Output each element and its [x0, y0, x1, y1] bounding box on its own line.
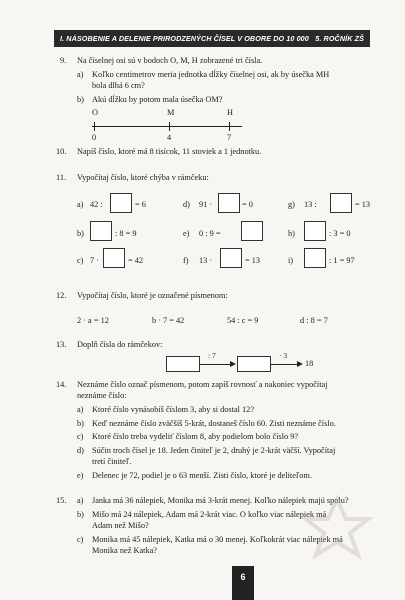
q14-b-label: b)	[77, 419, 84, 428]
q13-op1: : 7	[208, 351, 216, 360]
q14-d-line1: Súčin troch čísel je 18. Jeden činiteľ je 2, druhý je 2-krát väčší. Vypočítaj	[92, 446, 336, 455]
q14-e-label: e)	[77, 471, 84, 480]
q14-e-text: Delenec je 72, podiel je o 63 menší. Zisti číslo, ktoré je deliteľom.	[92, 471, 312, 480]
q11-c-right: = 42	[128, 256, 144, 265]
q15-number: 15.	[56, 496, 67, 505]
q14-c-label: c)	[77, 432, 84, 441]
q11-g-left: 13 :	[304, 200, 317, 209]
q14-a-text: Ktoré číslo vynásobíš číslom 3, aby si dostal 12?	[92, 405, 254, 414]
q11-c-answer-box[interactable]	[103, 248, 125, 268]
q14-number: 14.	[56, 380, 67, 389]
value-4: 4	[167, 133, 172, 142]
q15-b-line1: Mišo má 24 nálepiek, Adam má 2-krát viac. O koľko viac nálepiek má	[92, 510, 327, 519]
q11-f-right: = 13	[245, 256, 261, 265]
number-line-axis	[92, 126, 242, 127]
q10-text: Napíš číslo, ktoré má 8 tisícok, 11 stoviek a 1 jednotku.	[77, 147, 262, 156]
q11-f-answer-box[interactable]	[220, 248, 242, 268]
q13-arrow2-head	[297, 361, 303, 367]
q15-b-label: b)	[77, 510, 84, 519]
number-line	[92, 119, 242, 133]
page-header	[54, 30, 370, 47]
q12-text: Vypočítaj číslo, ktoré je označené písmenom:	[77, 291, 228, 300]
q11-i-answer-box[interactable]	[304, 248, 326, 268]
q14-a-label: a)	[77, 405, 84, 414]
q15-b-line2: Adam než Mišo?	[92, 521, 149, 530]
q13-arrow1-line	[200, 364, 230, 365]
q11-a-left: 42 :	[90, 200, 103, 209]
q11-a-right: = 6	[135, 200, 146, 209]
q13-result: 18	[305, 359, 314, 368]
q13-op2: · 3	[279, 351, 288, 360]
q12-eq-a: 2 · a = 12	[77, 316, 109, 325]
q14-b-text: Keď neznáme číslo zväčšíš 5-krát, dostaneš číslo 60. Zisti neznáme číslo.	[92, 419, 336, 428]
q11-g-answer-box[interactable]	[330, 193, 352, 213]
q11-d-label: d)	[183, 200, 190, 209]
q11-e-answer-box[interactable]	[241, 221, 263, 241]
q11-a-answer-box[interactable]	[110, 193, 132, 213]
q11-d-left: 91 ·	[199, 200, 213, 209]
header-chapter: I. NÁSOBENIE A DELENIE PRIRODZENÝCH ČÍSEL V OBORE DO 10 000	[60, 34, 309, 43]
q11-text: Vypočítaj číslo, ktoré chýba v rámčeku:	[77, 173, 209, 182]
q15-a-text: Janka má 36 nálepiek, Monika má 3-krát menej. Koľko nálepiek majú spolu?	[92, 496, 349, 505]
q11-a-label: a)	[77, 200, 84, 209]
q11-c-left: 7 ·	[90, 256, 99, 265]
point-O-label: O	[92, 108, 98, 117]
q11-i-right: : 1 = 97	[329, 256, 355, 265]
q15-c-line1: Monika má 45 nálepiek, Katka má o 30 menej. Koľkokrát viac nálepiek má	[92, 535, 343, 544]
q11-g-label: g)	[288, 200, 295, 209]
q12-eq-c: 54 : c = 9	[227, 316, 259, 325]
q15-c-label: c)	[77, 535, 84, 544]
q13-arrow1-head	[230, 361, 236, 367]
q11-number: 11.	[56, 173, 67, 182]
q13-first-box[interactable]	[166, 356, 200, 372]
q9-intro: Na číselnej osi sú v bodoch O, M, H zobrazené tri čísla.	[77, 56, 263, 65]
q11-f-left: 13 ·	[199, 256, 213, 265]
q14-d-label: d)	[77, 446, 84, 455]
q9-number: 9.	[60, 56, 67, 65]
q11-f-label: f)	[183, 256, 189, 265]
q11-b-answer-box[interactable]	[90, 221, 112, 241]
q12-number: 12.	[56, 291, 67, 300]
q15-a-label: a)	[77, 496, 84, 505]
page-number: 6	[232, 566, 254, 600]
q11-c-label: c)	[77, 256, 84, 265]
value-0: 0	[92, 133, 97, 142]
q14-c-text: Ktoré číslo treba vydeliť číslom 8, aby podielom bolo číslo 9?	[92, 432, 299, 441]
q15-c-line2: Monika než Katka?	[92, 546, 157, 555]
q9-a-line1: Koľko centimetrov meria jednotka dĺžky číselnej osi, ak by úsečka MH	[92, 70, 330, 79]
q9-a-line2: bola dlhá 6 cm?	[92, 81, 145, 90]
q11-e-left: 0 : 9 =	[199, 229, 221, 238]
q11-h-right: : 3 = 0	[329, 229, 351, 238]
q12-eq-b: b · 7 = 42	[152, 316, 185, 325]
stamp-watermark	[300, 495, 375, 570]
q11-g-right: = 13	[355, 200, 371, 209]
q9-b-label: b)	[77, 95, 84, 104]
q13-number: 13.	[56, 340, 67, 349]
q11-h-answer-box[interactable]	[304, 221, 326, 241]
value-7: 7	[227, 133, 232, 142]
q11-b-label: b)	[77, 229, 84, 238]
q14-intro1: Neznáme číslo označ písmenom, potom zapíš rovnosť a nakoniec vypočítaj	[77, 380, 328, 389]
q13-arrow2-line	[271, 364, 297, 365]
q9-a-label: a)	[77, 70, 84, 79]
point-M-label: M	[167, 108, 175, 117]
q11-i-label: i)	[288, 256, 294, 265]
q11-h-label: h)	[288, 229, 295, 238]
point-H-label: H	[227, 108, 233, 117]
q14-d-line2: tretí činiteľ.	[92, 457, 132, 466]
header-grade: 5. ROČNÍK ZŠ	[315, 34, 364, 43]
q12-eq-d: d : 8 = 7	[300, 316, 328, 325]
q13-text: Doplň čísla do rámčekov:	[77, 340, 163, 349]
q11-d-right: = 0	[242, 200, 253, 209]
q9-b-text: Akú dĺžku by potom mala úsečka OM?	[92, 95, 223, 104]
q13-second-box[interactable]	[237, 356, 271, 372]
q11-b-right: : 8 = 9	[115, 229, 137, 238]
tick-H	[229, 122, 230, 131]
tick-O	[94, 122, 95, 131]
q14-intro2: neznáme číslo:	[77, 391, 127, 400]
tick-M	[169, 122, 170, 131]
q11-e-label: e)	[183, 229, 190, 238]
q11-d-answer-box[interactable]	[218, 193, 240, 213]
q10-number: 10.	[56, 147, 67, 156]
